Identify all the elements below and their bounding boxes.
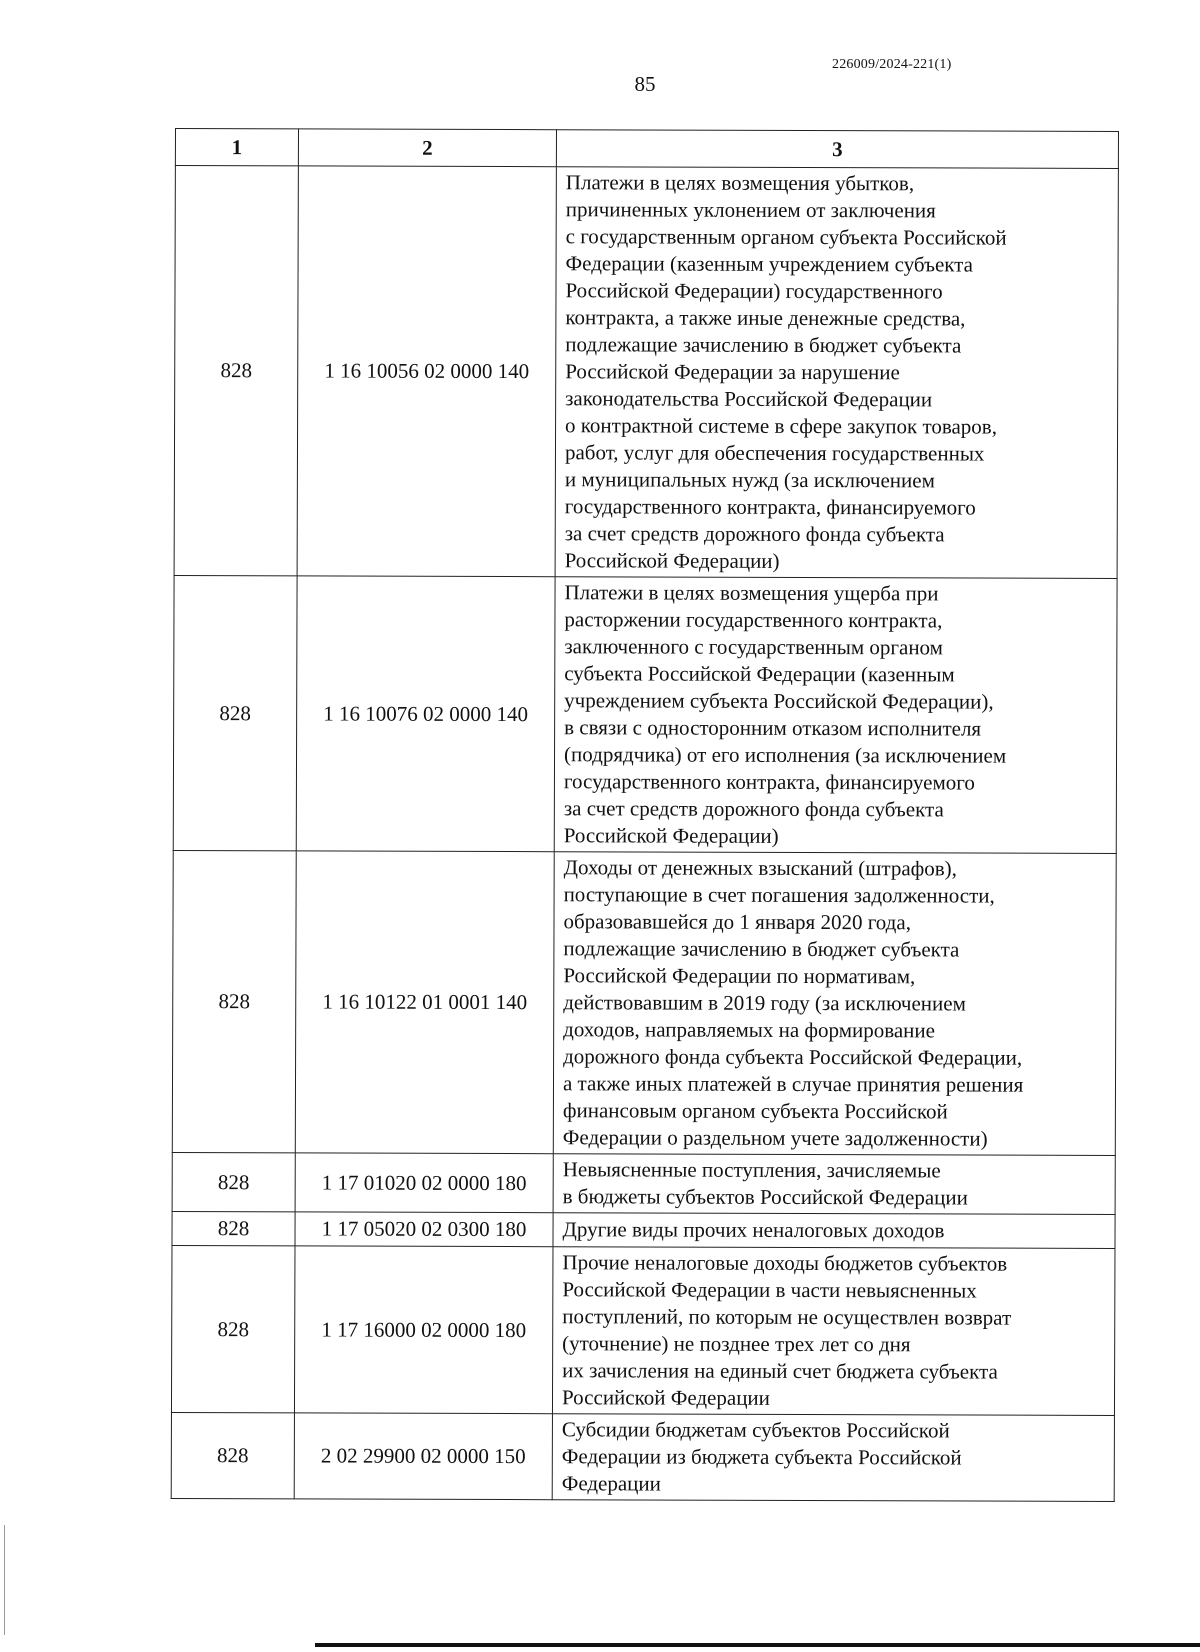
budget-classification-code-cell: 1 16 10122 01 0001 140 bbox=[295, 851, 554, 1154]
budget-classification-code-cell: 2 02 29900 02 0000 150 bbox=[294, 1413, 552, 1500]
table-row bbox=[173, 575, 1117, 853]
table-body bbox=[171, 166, 1118, 1502]
table-row bbox=[171, 1245, 1115, 1415]
admin-code-cell: 828 bbox=[174, 166, 298, 576]
revenue-description-cell: Платежи в целях возмещения ущерба при расторжении государственного контракта, заключенного с государственным органом субъекта Российской Федерации (казенным учреждением субъекта Российской Федерации), в связи с односторонним отказом исполнителя (подрядчика) от его исполнения (за исключением государственного контракта, финансируемого за счет средств дорожного фонда субъекта Российской Федерации) bbox=[554, 577, 1117, 854]
table-row bbox=[172, 1152, 1115, 1214]
admin-code-cell: 828 bbox=[172, 1152, 295, 1211]
budget-classification-code-cell: 1 16 10056 02 0000 140 bbox=[297, 166, 556, 577]
admin-code-cell: 828 bbox=[172, 850, 296, 1152]
admin-code-cell: 828 bbox=[172, 1211, 295, 1245]
scan-edge-mark bbox=[4, 1525, 5, 1635]
admin-code-cell: 828 bbox=[171, 1412, 294, 1498]
table-row bbox=[171, 1412, 1114, 1501]
table-row bbox=[172, 1211, 1115, 1248]
column-header-1: 1 bbox=[175, 129, 298, 166]
column-header-2: 2 bbox=[298, 129, 556, 167]
table-header bbox=[175, 129, 1118, 169]
table-row bbox=[174, 166, 1118, 579]
page-number: 85 bbox=[634, 72, 656, 96]
budget-revenue-table bbox=[171, 128, 1119, 1502]
revenue-description-cell: Субсидии бюджетам субъектов Российской Федерации из бюджета субъекта Российской Федерации bbox=[552, 1414, 1114, 1502]
revenue-description-cell: Невыясненные поступления, зачисляемые в бюджеты субъектов Российской Федерации bbox=[553, 1154, 1115, 1215]
revenue-description-cell: Доходы от денежных взысканий (штрафов), поступающие в счет погашения задолженности, образовавшейся до 1 января 2020 года, подлежащие зачислению в бюджет субъекта Российской Федерации по нормативам, действовавшим в 2019 году (за исключением доходов, направляемых на формирование дорожного фонда субъекта Российской Федерации, а также иных платежей в случае принятия решения финансовым органом субъекта Российской Федерации о раздельном учете задолженности) bbox=[553, 852, 1116, 1156]
admin-code-cell: 828 bbox=[171, 1245, 295, 1412]
column-header-3: 3 bbox=[556, 130, 1118, 169]
header-row bbox=[175, 129, 1118, 169]
revenue-description-cell: Прочие неналоговые доходы бюджетов субъектов Российской Федерации в части невыясненных поступлений, по которым не осуществлен возврат (уточнение) не позднее трех лет со дня их зачисления на единый счет бюджета субъекта Российской Федерации bbox=[552, 1247, 1115, 1416]
document-registration-number: 226009/2024-221(1) bbox=[832, 57, 952, 72]
budget-classification-code-cell: 1 17 05020 02 0300 180 bbox=[295, 1212, 553, 1247]
budget-classification-code-cell: 1 17 16000 02 0000 180 bbox=[294, 1246, 553, 1414]
budget-classification-code-cell: 1 16 10076 02 0000 140 bbox=[296, 576, 555, 852]
budget-classification-code-cell: 1 17 01020 02 0000 180 bbox=[295, 1153, 553, 1213]
revenue-description-cell: Платежи в целях возмещения убытков, причиненных уклонением от заключения с государственным органом субъекта Российской Федерации (казенным учреждением субъекта Российской Федерации) государственного контракта, а также иные денежные средства, подлежащие зачислению в бюджет субъекта Российской Федерации за нарушение законодательства Российской Федерации о контрактной системе в сфере закупок товаров, работ, услуг для обеспечения государственных и муниципальных нужд (за исключением государственного контракта, финансируемого за счет средств дорожного фонда субъекта Российской Федерации) bbox=[555, 167, 1118, 579]
footer-rule bbox=[315, 1643, 1200, 1647]
admin-code-cell: 828 bbox=[173, 575, 297, 850]
revenue-description-cell: Другие виды прочих неналоговых доходов bbox=[553, 1213, 1115, 1249]
table-row bbox=[172, 850, 1116, 1155]
